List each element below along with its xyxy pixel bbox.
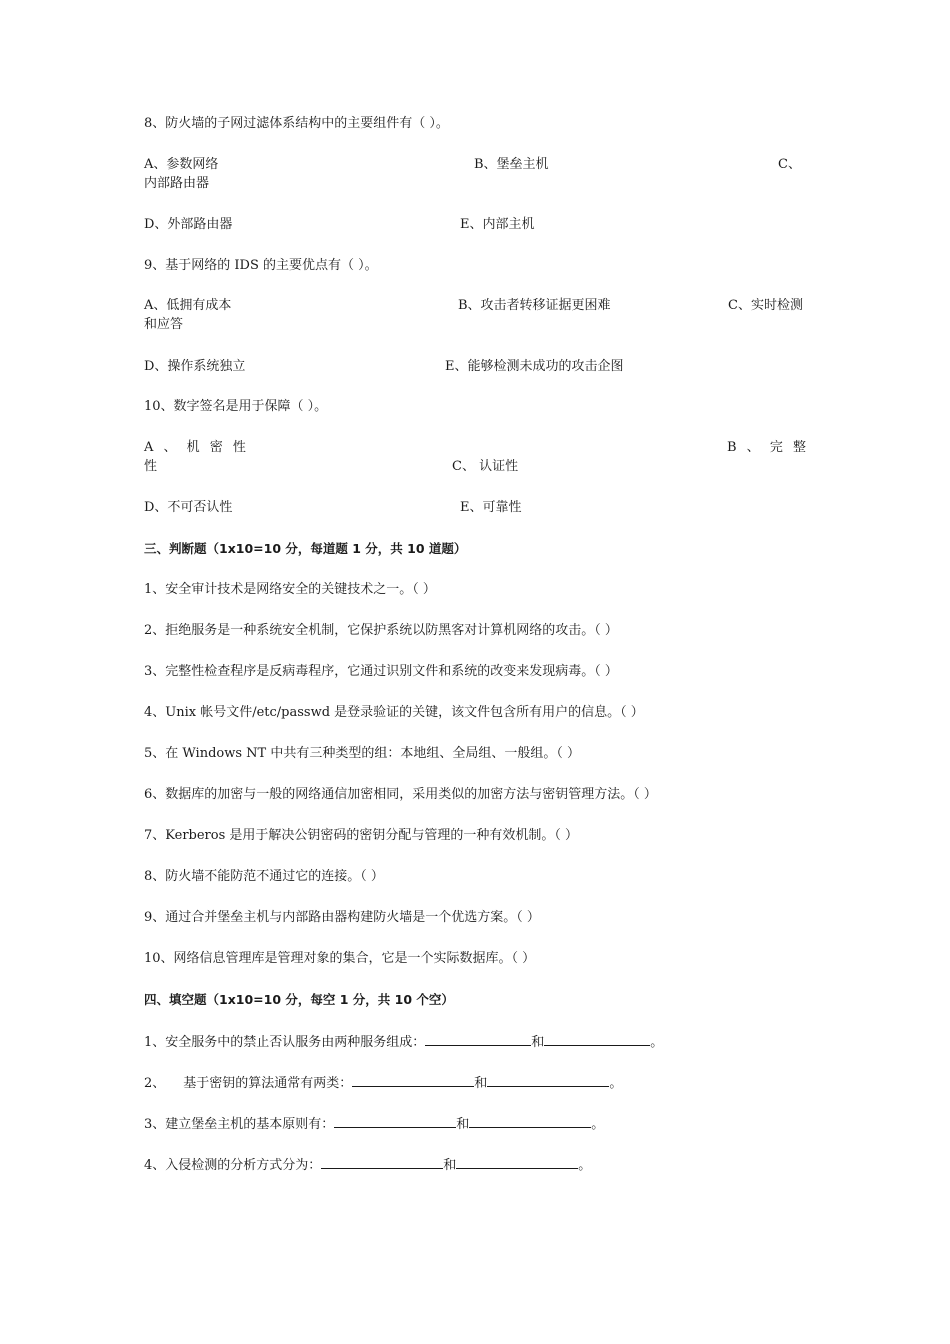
section4-heading: 四、填空题（1x10=10 分，每空 1 分，共 10 个空） [144,992,454,1007]
fill-item-3-and: 和 [456,1117,470,1132]
q8-option-c-text: 内部路由器 [144,176,210,191]
q9-stem: 9、基于网络的 IDS 的主要优点有（ ）。 [144,258,378,273]
fill-blank-3b[interactable] [469,1115,591,1128]
q9-option-a: A、低拥有成本 [144,298,232,313]
judgment-item-2: 2、拒绝服务是一种系统安全机制，它保护系统以防黑客对计算机网络的攻击。（ ） [144,623,618,638]
judgment-item-4: 4、Unix 帐号文件/etc/passwd 是登录验证的关键，该文件包含所有用户的信息。（ ） [144,705,644,720]
judgment-item-9: 9、通过合并堡垒主机与内部路由器构建防火墙是一个优选方案。（ ） [144,910,540,925]
fill-item-4-and: 和 [443,1158,457,1173]
fill-item-1 [144,1033,663,1051]
q10-option-c: C、 认证性 [452,459,519,474]
fill-item-4-end: 。 [578,1158,592,1173]
q9-option-d: D、操作系统独立 [144,359,246,374]
q8-option-d: D、外部路由器 [144,217,233,232]
q10-option-e: E、可靠性 [460,500,522,515]
q8-option-b: B、堡垒主机 [474,157,549,172]
judgment-item-3: 3、完整性检查程序是反病毒程序，它通过识别文件和系统的改变来发现病毒。（ ） [144,664,618,679]
q10-option-a-text: 性 [144,459,158,474]
fill-blank-4a[interactable] [321,1156,443,1169]
fill-blank-1b[interactable] [544,1033,650,1046]
judgment-item-6: 6、数据库的加密与一般的网络通信加密相同，采用类似的加密方法与密钥管理方法。（ ） [144,787,657,802]
q8-option-c-prefix: C、 [778,157,801,172]
q8-option-e: E、内部主机 [460,217,535,232]
fill-item-2 [144,1074,622,1092]
section3-heading: 三、判断题（1x10=10 分，每道题 1 分，共 10 道题） [144,541,467,556]
judgment-item-1: 1、安全审计技术是网络安全的关键技术之一。（ ） [144,582,436,597]
fill-item-3-prefix: 3、建立堡垒主机的基本原则有： [144,1117,335,1132]
judgment-item-10: 10、网络信息管理库是管理对象的集合，它是一个实际数据库。（ ） [144,951,536,966]
fill-item-3 [144,1115,604,1133]
fill-blank-2b[interactable] [487,1074,609,1087]
fill-blank-4b[interactable] [456,1156,578,1169]
q8-option-a: A、参数网络 [144,157,219,172]
fill-item-1-prefix: 1、安全服务中的禁止否认服务由两种服务组成： [144,1035,426,1050]
fill-item-2-prefix2: 基于密钥的算法通常有两类： [183,1076,353,1091]
q9-option-c-prefix: C、实时检测 [728,298,803,313]
fill-item-3-end: 。 [591,1117,605,1132]
fill-item-2-and: 和 [474,1076,488,1091]
q10-stem: 10、数字签名是用于保障（ ）。 [144,399,328,414]
fill-item-2-prefix: 2、 [144,1076,166,1091]
judgment-item-5: 5、在 Windows NT 中共有三种类型的组：本地组、全局组、一般组。（ ） [144,746,580,761]
q8-stem: 8、防火墙的子网过滤体系结构中的主要组件有（ ）。 [144,116,449,131]
q10-option-a-prefix: A 、 机 密 性 [144,440,246,455]
q9-option-b: B、攻击者转移证据更困难 [458,298,611,313]
judgment-item-7: 7、Kerberos 是用于解决公钥密码的密钥分配与管理的一种有效机制。（ ） [144,828,579,843]
q9-option-e: E、能够检测未成功的攻击企图 [445,359,624,374]
fill-item-4 [144,1156,591,1174]
fill-item-1-end: 。 [650,1035,664,1050]
fill-item-1-and: 和 [531,1035,545,1050]
q9-option-c-text: 和应答 [144,317,184,332]
q10-option-b: B 、 完 整 [727,440,806,455]
judgment-item-8: 8、防火墙不能防范不通过它的连接。（ ） [144,869,384,884]
fill-blank-1a[interactable] [425,1033,531,1046]
q10-option-d: D、不可否认性 [144,500,233,515]
fill-blank-3a[interactable] [334,1115,456,1128]
fill-blank-2a[interactable] [352,1074,474,1087]
fill-item-2-end: 。 [609,1076,623,1091]
fill-item-4-prefix: 4、入侵检测的分析方式分为： [144,1158,322,1173]
